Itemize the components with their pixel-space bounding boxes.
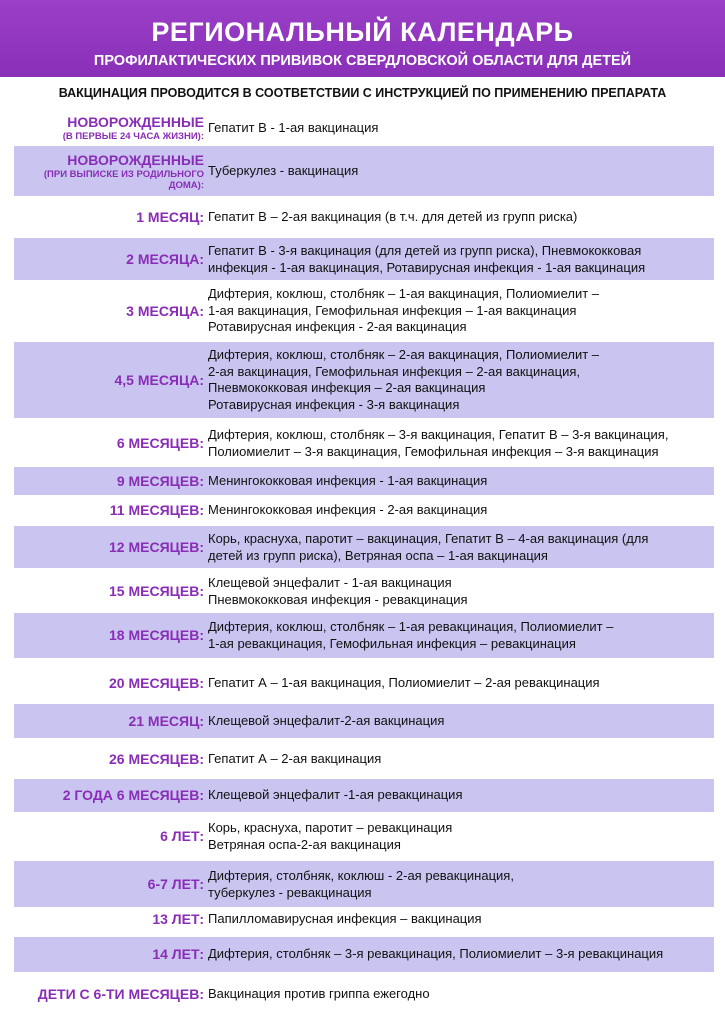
schedule-row	[14, 238, 714, 280]
vaccine-line: Гепатит В – 2-ая вакцинация (в т.ч. для детей из групп риска)	[208, 209, 578, 224]
vaccine-text	[208, 209, 710, 226]
schedule-row	[14, 937, 714, 972]
age-label-note: (ПРИ ВЫПИСКЕ ИЗ РОДИЛЬНОГО ДОМА):	[43, 169, 204, 191]
page-subtitle: ПРОФИЛАКТИЧЕСКИХ ПРИВИВОК СВЕРДЛОВСКОЙ ОБЛАСТИ ДЛЯ ДЕТЕЙ	[93, 53, 632, 69]
age-label-text: НОВОРОЖДЕННЫЕ	[67, 114, 204, 130]
age-label	[14, 251, 204, 268]
vaccine-text	[208, 787, 710, 804]
age-label	[14, 713, 204, 730]
age-label-text: 4,5 МЕСЯЦА:	[114, 372, 204, 388]
age-label-text: 26 МЕСЯЦЕВ:	[109, 751, 204, 767]
vaccine-line: Гепатит А – 2-ая вакцинация	[208, 751, 382, 766]
age-label-text: 12 МЕСЯЦЕВ:	[109, 539, 204, 555]
vaccine-line: туберкулез - ревакцинация	[208, 884, 372, 900]
age-label	[14, 627, 204, 644]
age-label-text: 9 МЕСЯЦЕВ:	[116, 473, 204, 489]
schedule-row	[14, 497, 714, 524]
age-label	[14, 473, 204, 490]
age-label-text: 21 МЕСЯЦ:	[128, 713, 204, 729]
vaccine-text	[208, 286, 710, 336]
header-banner	[0, 0, 725, 77]
vaccine-line: Ротавирусная инфекция - 2-ая вакцинация	[208, 319, 467, 334]
vaccine-line: Пневмококковая инфекция – 2-ая вакцинация	[208, 380, 486, 395]
vaccine-text	[208, 502, 710, 519]
age-label-text: 3 МЕСЯЦА:	[126, 303, 204, 319]
vaccine-line: Клещевой энцефалит -1-ая ревакцинация	[208, 787, 463, 802]
vaccine-text	[208, 751, 710, 768]
schedule-row	[14, 613, 714, 658]
vaccine-text	[208, 347, 710, 413]
vaccine-text	[208, 713, 710, 730]
schedule-row	[14, 815, 714, 857]
vaccine-text	[208, 243, 710, 276]
vaccine-line: Дифтерия, коклюш, столбняк – 1-ая ревакцинация, Полиомиелит –	[208, 619, 614, 634]
vaccine-text	[208, 163, 710, 180]
schedule-row	[14, 742, 714, 776]
age-label-text: 1 МЕСЯЦ:	[136, 209, 204, 225]
vaccine-text	[208, 868, 710, 901]
schedule-row	[14, 112, 714, 144]
age-label-text: 13 ЛЕТ:	[152, 911, 204, 927]
age-label	[14, 751, 204, 768]
age-label-text: 6-7 ЛЕТ:	[147, 876, 204, 892]
age-label-note: (В ПЕРВЫЕ 24 ЧАСА ЖИЗНИ):	[62, 131, 204, 142]
vaccine-line: Корь, краснуха, паротит – вакцинация, Гепатит В – 4-ая вакцинация (для	[208, 531, 649, 546]
schedule-row	[14, 976, 714, 1012]
age-label	[14, 372, 204, 389]
vaccine-line: Клещевой энцефалит-2-ая вакцинация	[208, 713, 445, 728]
age-label-text: 6 МЕСЯЦЕВ:	[116, 435, 204, 451]
vaccine-line: Гепатит В - 3-я вакцинация (для детей из групп риска), Пневмококковая	[208, 243, 642, 258]
vaccine-text	[208, 911, 710, 928]
vaccine-line: детей из групп риска), Ветряная оспа – 1-ая вакцинация	[208, 547, 548, 563]
vaccine-line: Дифтерия, коклюш, столбняк – 3-я вакцинация, Гепатит В – 3-я вакцинация,	[208, 427, 669, 442]
age-label-text: 15 МЕСЯЦЕВ:	[109, 583, 204, 599]
vaccine-line: 1-ая вакцинация, Гемофильная инфекция – 1-ая вакцинация	[208, 302, 577, 318]
schedule-row	[14, 572, 714, 610]
age-label	[14, 986, 204, 1003]
age-label	[14, 209, 204, 226]
schedule-row	[14, 342, 714, 418]
vaccine-text	[208, 473, 710, 490]
age-label-text: 18 МЕСЯЦЕВ:	[109, 627, 204, 643]
vaccine-line: Дифтерия, столбняк, коклюш - 2-ая ревакцинация,	[208, 868, 514, 883]
age-label-text: 2 ГОДА 6 МЕСЯЦЕВ:	[62, 787, 204, 803]
age-label	[14, 502, 204, 519]
vaccine-line: 1-ая ревакцинация, Гемофильная инфекция – ревакцинация	[208, 635, 576, 651]
vaccine-line: Туберкулез - вакцинация	[208, 163, 359, 178]
vaccine-text	[208, 575, 710, 608]
vaccine-line: Гепатит В - 1-ая вакцинация	[208, 120, 379, 135]
schedule-row	[14, 704, 714, 738]
vaccine-line: Полиомиелит – 3-я вакцинация, Гемофильная инфекция – 3-я вакцинация	[208, 443, 659, 459]
schedule-row	[14, 861, 714, 907]
vaccine-line: Пневмококковая инфекция - ревакцинация	[208, 591, 468, 607]
schedule-row	[14, 284, 714, 338]
age-label-text: 6 ЛЕТ:	[160, 828, 204, 844]
vaccine-line: Дифтерия, коклюш, столбняк – 2-ая вакцинация, Полиомиелит –	[208, 347, 600, 362]
schedule-row	[14, 422, 714, 464]
age-label	[14, 539, 204, 556]
vaccine-line: Дифтерия, коклюш, столбняк – 1-ая вакцинация, Полиомиелит –	[208, 286, 600, 301]
age-label	[14, 946, 204, 963]
age-label	[14, 787, 204, 804]
vaccine-text	[208, 946, 710, 963]
vaccine-line: Клещевой энцефалит - 1-ая вакцинация	[208, 575, 452, 590]
age-label	[14, 152, 204, 191]
schedule-row	[14, 146, 714, 196]
vaccine-text	[208, 986, 710, 1003]
schedule-row	[14, 201, 714, 234]
age-label-text: 11 МЕСЯЦЕВ:	[109, 502, 204, 518]
page-title: РЕГИОНАЛЬНЫЙ КАЛЕНДАРЬ	[151, 17, 574, 47]
vaccine-line: Папилломавирусная инфекция – вакцинация	[208, 911, 482, 926]
age-label-text: НОВОРОЖДЕННЫЕ	[67, 152, 204, 168]
age-label	[14, 435, 204, 452]
vaccine-line: 2-ая вакцинация, Гемофильная инфекция – 2-ая вакцинация,	[208, 363, 580, 379]
age-label-text: 20 МЕСЯЦЕВ:	[109, 675, 204, 691]
vaccine-line: Корь, краснуха, паротит – ревакцинация	[208, 820, 453, 835]
age-label	[14, 303, 204, 320]
vaccine-text	[208, 120, 710, 137]
age-label	[14, 828, 204, 845]
vaccine-text	[208, 820, 710, 853]
vaccine-line: Гепатит А – 1-ая вакцинация, Полиомиелит – 2-ая ревакцинация	[208, 675, 600, 690]
age-label-text: 2 МЕСЯЦА:	[126, 251, 204, 267]
age-label-text: ДЕТИ С 6-ТИ МЕСЯЦЕВ:	[37, 986, 204, 1002]
schedule-row	[14, 779, 714, 812]
age-label	[14, 876, 204, 893]
schedule-row	[14, 904, 714, 934]
vaccine-line: Менингококковая инфекция - 1-ая вакцинация	[208, 473, 488, 488]
vaccine-text	[208, 427, 710, 460]
vaccine-line: Менингококковая инфекция - 2-ая вакцинация	[208, 502, 488, 517]
age-label	[14, 114, 204, 142]
vaccine-text	[208, 675, 710, 692]
age-label	[14, 675, 204, 692]
age-label	[14, 583, 204, 600]
vaccine-text	[208, 531, 710, 564]
vaccine-line: Ротавирусная инфекция - 3-я вакцинация	[208, 396, 460, 412]
vaccine-line: Дифтерия, столбняк – 3-я ревакцинация, Полиомиелит – 3-я ревакцинация	[208, 946, 664, 961]
vaccine-line: инфекция - 1-ая вакцинация, Ротавирусная инфекция - 1-ая вакцинация	[208, 259, 646, 275]
schedule-row	[14, 664, 714, 703]
schedule-row	[14, 467, 714, 495]
age-label	[14, 911, 204, 928]
age-label-text: 14 ЛЕТ:	[152, 946, 204, 962]
vaccine-text	[208, 619, 710, 652]
vaccine-line: Вакцинация против гриппа ежегодно	[208, 986, 430, 1001]
usage-notice: ВАКЦИНАЦИЯ ПРОВОДИТСЯ В СООТВЕТСТВИИ С ИНСТРУКЦИЕЙ ПО ПРИМЕНЕНИЮ ПРЕПАРАТА	[58, 86, 667, 100]
schedule-row	[14, 526, 714, 568]
vaccine-line: Ветряная оспа-2-ая вакцинация	[208, 836, 401, 852]
